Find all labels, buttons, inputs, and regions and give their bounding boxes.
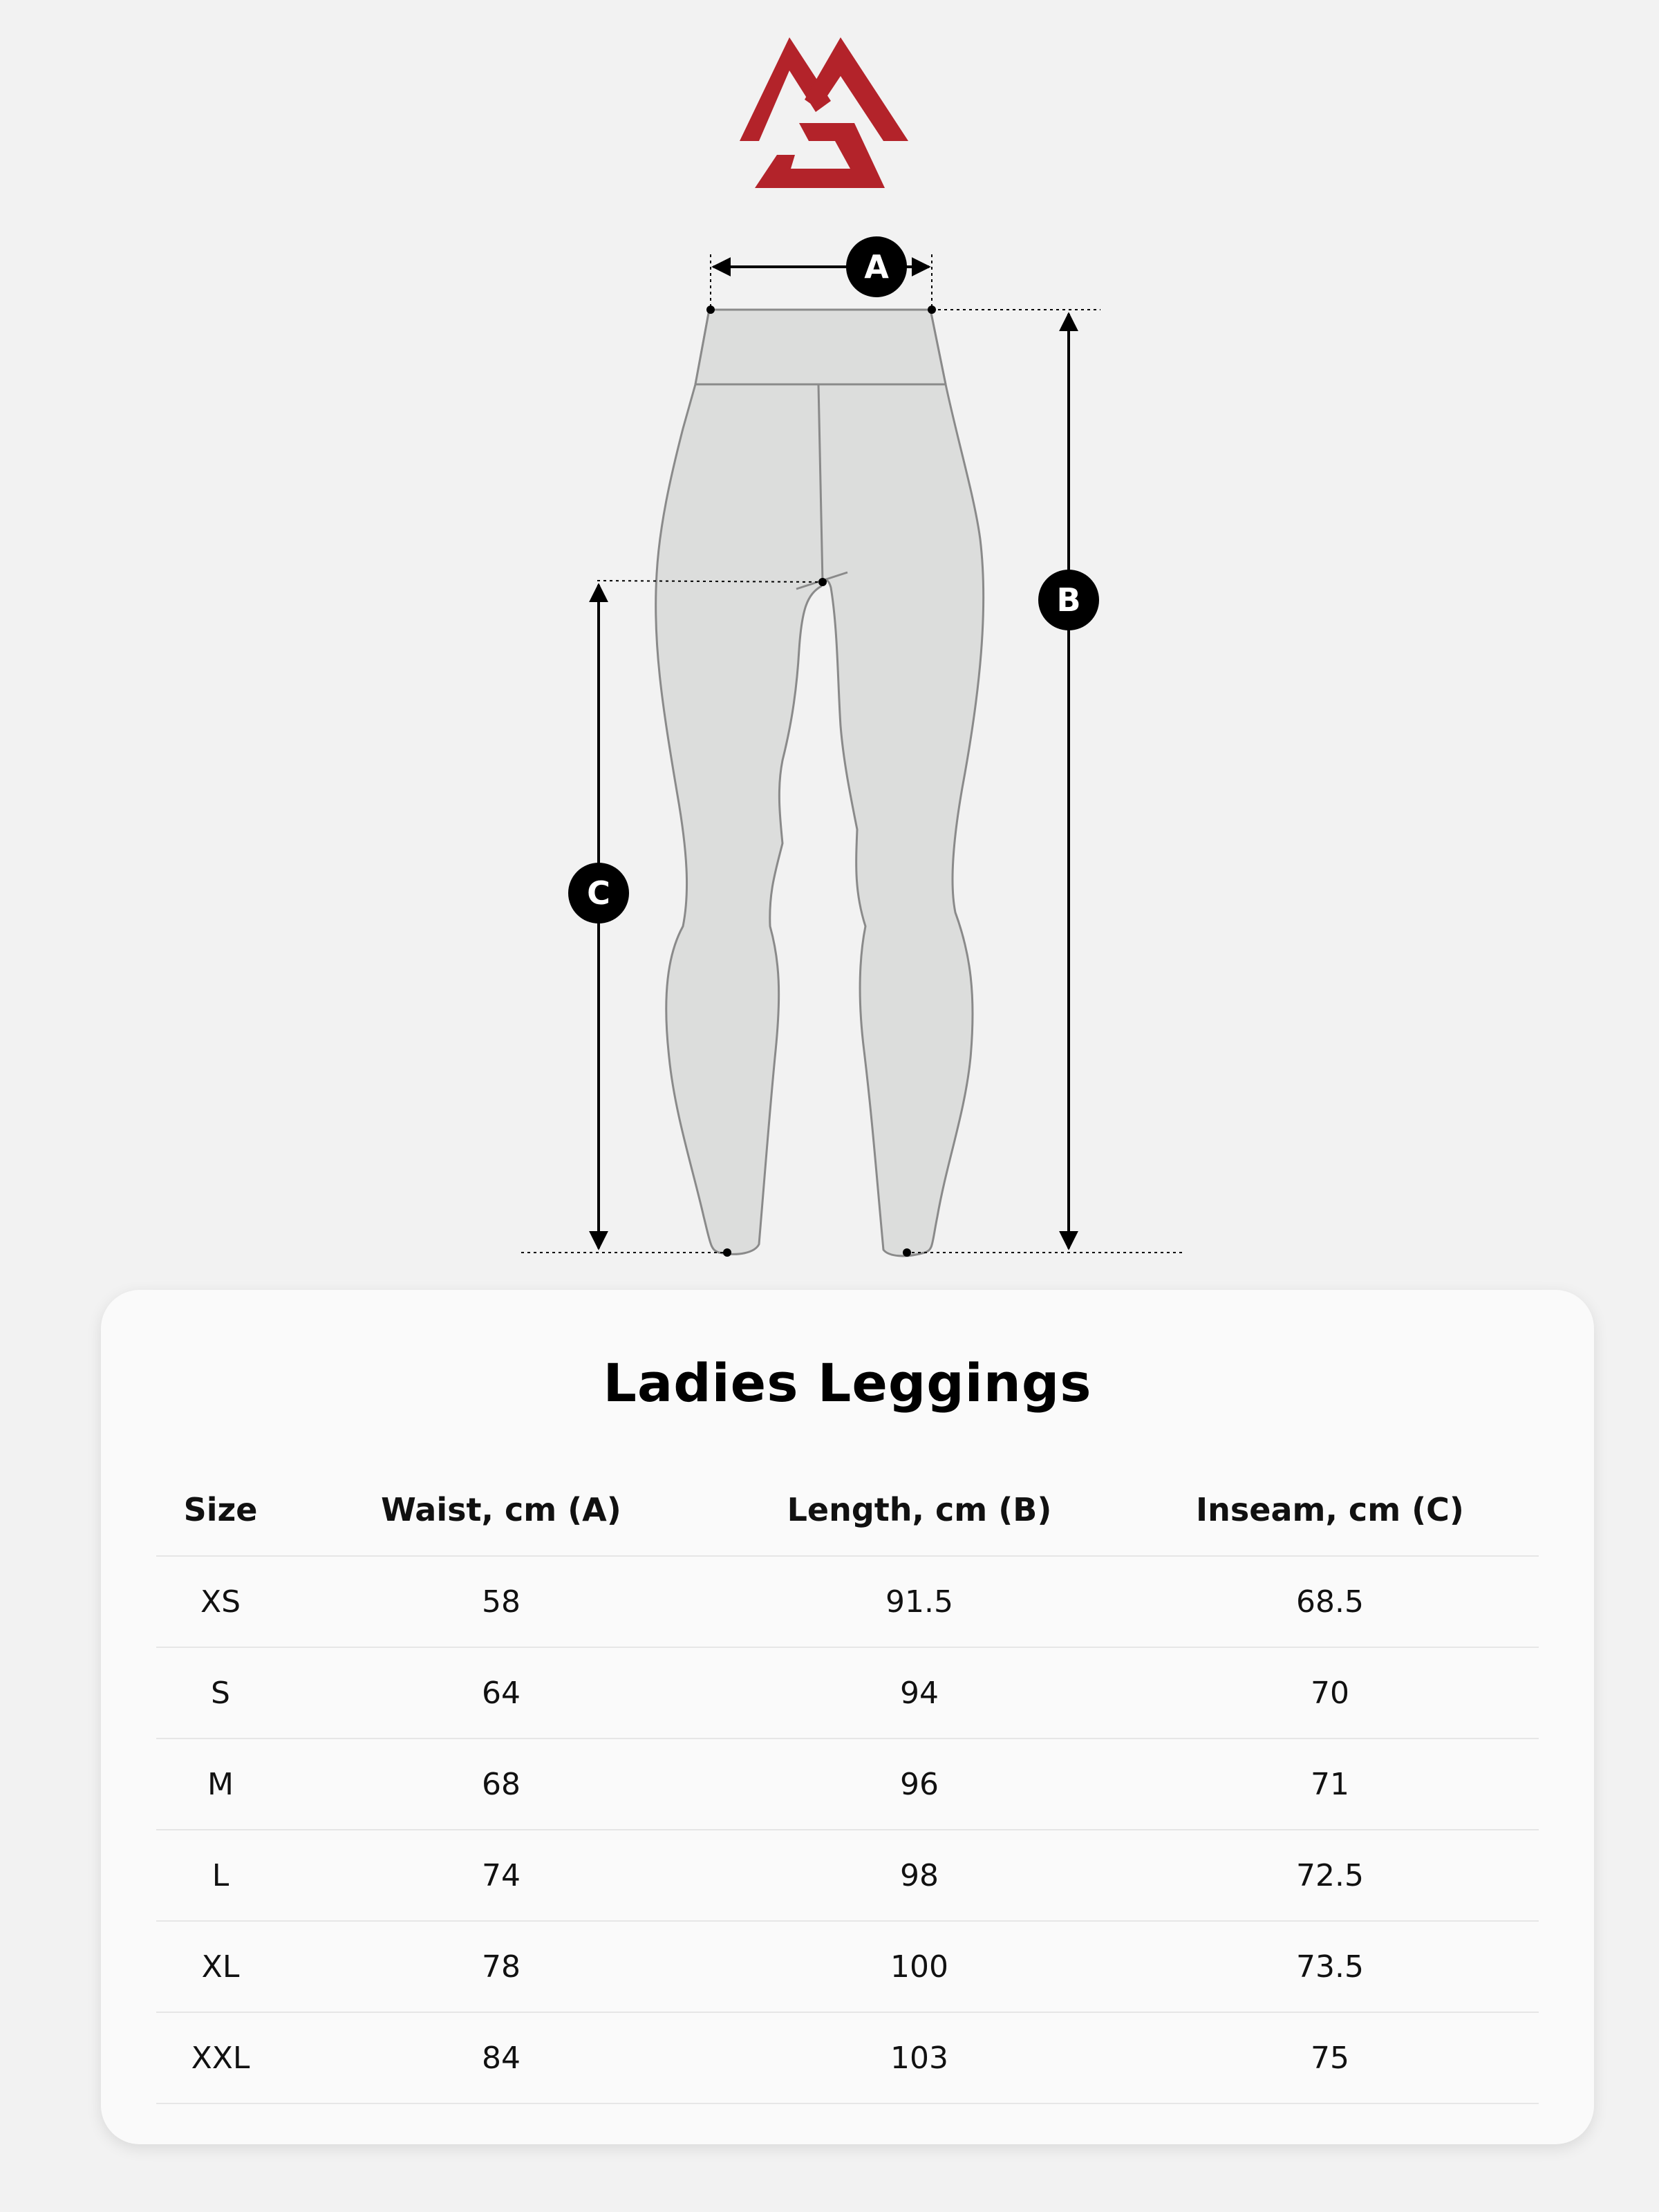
header-waist: Waist, cm (A) xyxy=(285,1464,718,1556)
marker-c-badge xyxy=(568,863,629,924)
cell-size: XS xyxy=(156,1556,285,1647)
cell-length: 98 xyxy=(718,1830,1121,1921)
table-row xyxy=(156,1556,1539,1647)
cell-waist: 78 xyxy=(285,1921,718,2012)
table-row xyxy=(156,1830,1539,1921)
table-header-row xyxy=(156,1464,1539,1556)
cell-waist: 68 xyxy=(285,1738,718,1830)
table-row xyxy=(156,1738,1539,1830)
cell-waist: 64 xyxy=(285,1647,718,1738)
cell-length: 100 xyxy=(718,1921,1121,2012)
cell-length: 94 xyxy=(718,1647,1121,1738)
cell-length: 96 xyxy=(718,1738,1121,1830)
marker-a-badge xyxy=(846,236,907,297)
cell-size: S xyxy=(156,1647,285,1738)
cell-inseam: 72.5 xyxy=(1121,1830,1539,1921)
cell-size: L xyxy=(156,1830,285,1921)
header-length: Length, cm (B) xyxy=(718,1464,1121,1556)
cell-inseam: 68.5 xyxy=(1121,1556,1539,1647)
cell-waist: 58 xyxy=(285,1556,718,1647)
marker-c-label: C xyxy=(587,874,610,912)
table-row xyxy=(156,2012,1539,2103)
cell-size: XL xyxy=(156,1921,285,2012)
leggings-illustration xyxy=(656,310,984,1256)
marker-a-label: A xyxy=(864,248,889,285)
cell-length: 91.5 xyxy=(718,1556,1121,1647)
cell-inseam: 71 xyxy=(1121,1738,1539,1830)
marker-b-label: B xyxy=(1056,581,1081,619)
cell-waist: 74 xyxy=(285,1830,718,1921)
header-inseam: Inseam, cm (C) xyxy=(1121,1464,1539,1556)
marker-b-badge xyxy=(1038,570,1099,630)
header-size: Size xyxy=(156,1464,285,1556)
size-table xyxy=(156,1464,1539,2104)
cell-length: 103 xyxy=(718,2012,1121,2103)
cell-waist: 84 xyxy=(285,2012,718,2103)
table-title: Ladies Leggings xyxy=(603,1352,1092,1414)
table-row xyxy=(156,1647,1539,1738)
table-row xyxy=(156,1921,1539,2012)
cell-inseam: 75 xyxy=(1121,2012,1539,2103)
cell-inseam: 70 xyxy=(1121,1647,1539,1738)
cell-size: XXL xyxy=(156,2012,285,2103)
cell-size: M xyxy=(156,1738,285,1830)
cell-inseam: 73.5 xyxy=(1121,1921,1539,2012)
size-table-card xyxy=(101,1290,1594,2144)
